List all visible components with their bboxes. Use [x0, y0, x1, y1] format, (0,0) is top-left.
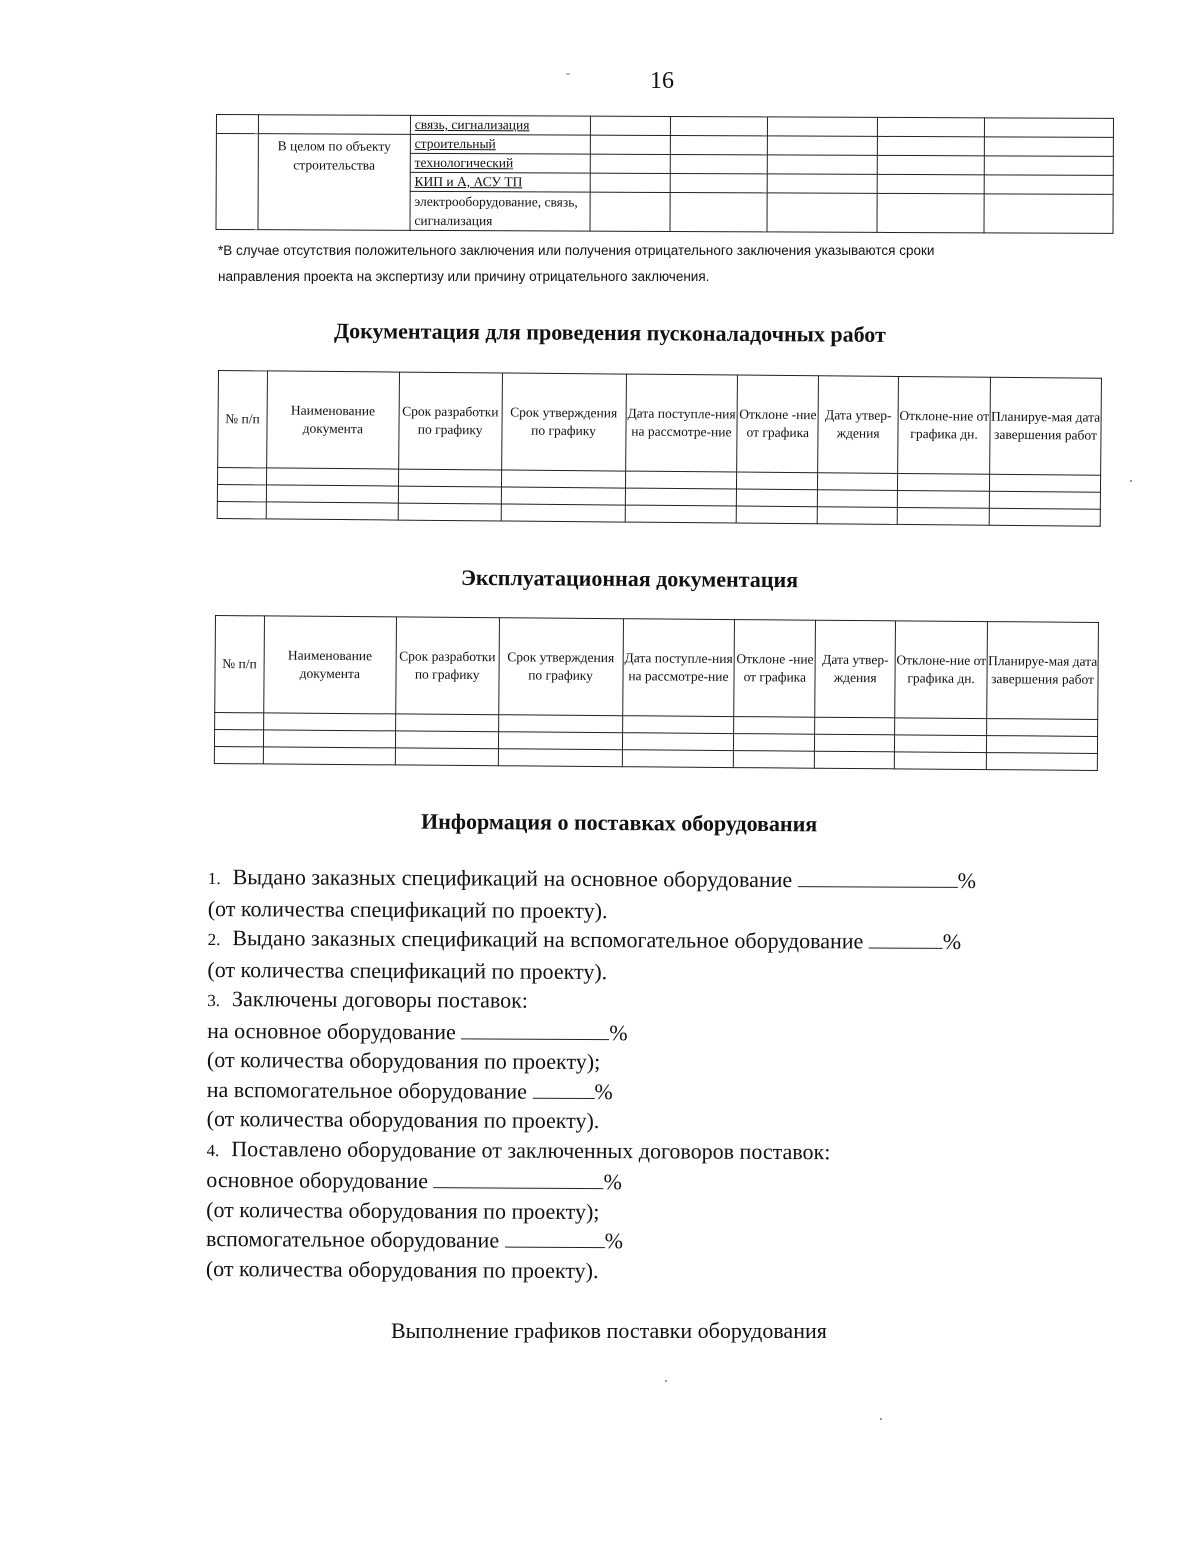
- column-header: Дата утвер-ждения: [815, 620, 896, 718]
- column-header: № п/п: [215, 616, 265, 713]
- info-note: (от количества спецификаций по проекту).: [207, 956, 608, 984]
- column-header: Наименование документа: [267, 371, 400, 469]
- footnote-line-2: направления проекта на экспертизу или причину отрицательного заключения.: [218, 269, 710, 284]
- info-item-1: 1. Выдано заказных спецификаций на основное оборудование %: [207, 864, 977, 894]
- blank-field: [798, 866, 958, 888]
- column-header: Отклоне -ние от графика: [734, 620, 816, 718]
- stray-mark: -: [566, 66, 570, 80]
- column-header: Срок утверждения по графику: [498, 618, 623, 716]
- operational-title: Эксплуатационная документация: [460, 564, 799, 593]
- section-label: связь, сигнализация: [410, 115, 590, 135]
- info-line: на вспомогательное оборудование %: [206, 1076, 613, 1104]
- column-header: Планируе-мая дата завершения работ: [990, 377, 1102, 475]
- group-label: В целом по объекту строительства: [258, 134, 410, 231]
- column-header: Планируе-мая дата завершения работ: [987, 622, 1099, 720]
- info-line: вспомогательное оборудование %: [205, 1225, 624, 1254]
- column-header: Дата поступле-ния на рассмотре-ние: [625, 374, 738, 472]
- column-header: Дата поступле-ния на рассмотре-ние: [622, 619, 735, 717]
- column-header: Дата утвер-ждения: [818, 376, 899, 474]
- info-line: основное оборудование %: [206, 1166, 622, 1195]
- schedule-title: Выполнение графиков поставки оборудования: [391, 1318, 827, 1343]
- section-label: КИП и А, АСУ ТП: [410, 172, 590, 192]
- blank-field: [532, 1077, 594, 1098]
- blank-field: [461, 1018, 609, 1040]
- equipment-title: Информация о поставках оборудования: [420, 808, 818, 837]
- info-item-3: 3. Заключены договоры поставок:: [207, 986, 529, 1013]
- blank-field: [869, 927, 943, 948]
- project-expertise-table: [215, 114, 1113, 234]
- info-item-4: 4. Поставлено оборудование от заключенных договоров поставок:: [206, 1135, 831, 1164]
- column-header: Срок разработки по графику: [395, 617, 499, 715]
- section-label: электрооборудование, связь, сигнализация: [410, 191, 590, 231]
- column-header: Наименование документа: [264, 616, 397, 714]
- operational-table: [214, 615, 1099, 771]
- commissioning-table: [217, 370, 1102, 527]
- column-header: Срок утверждения по графику: [501, 373, 626, 471]
- column-header: Отклоне-ние от графика дн.: [895, 621, 988, 719]
- column-header: № п/п: [218, 371, 268, 468]
- commissioning-title: Документация для проведения пусконаладочных работ: [333, 318, 886, 347]
- column-header: Отклоне -ние от графика: [737, 375, 819, 473]
- section-label: строительный: [410, 134, 590, 154]
- scan-speck: [880, 1418, 882, 1420]
- info-note: (от количества спецификаций по проекту).: [207, 895, 608, 923]
- info-note: (от количества оборудования по проекту).: [206, 1105, 600, 1134]
- blank-field: [433, 1167, 603, 1189]
- table-header-row: [218, 371, 1102, 476]
- footnote-line-1: *В случае отсутствия положительного заключения или получения отрицательного заключения указываются сроки: [218, 243, 935, 258]
- info-line: на основное оборудование %: [207, 1017, 628, 1045]
- blank-field: [505, 1227, 605, 1249]
- equipment-info: [206, 862, 1108, 1288]
- scan-speck: [1130, 480, 1132, 482]
- info-note: (от количества оборудования по проекту);: [206, 1196, 600, 1224]
- table-row: [216, 134, 1113, 157]
- info-note: (от количества оборудования по проекту);: [206, 1046, 601, 1075]
- column-header: Срок разработки по графику: [398, 372, 502, 470]
- scan-speck: [665, 1380, 667, 1382]
- info-note: (от количества оборудования по проекту).: [205, 1255, 599, 1283]
- info-item-2: 2. Выдано заказных спецификаций на вспомогательное оборудование %: [207, 925, 962, 954]
- column-header: Отклоне-ние от графика дн.: [898, 376, 991, 474]
- table-header-row: [215, 616, 1099, 720]
- page-number: 16: [650, 68, 674, 94]
- section-label: технологический: [410, 153, 590, 173]
